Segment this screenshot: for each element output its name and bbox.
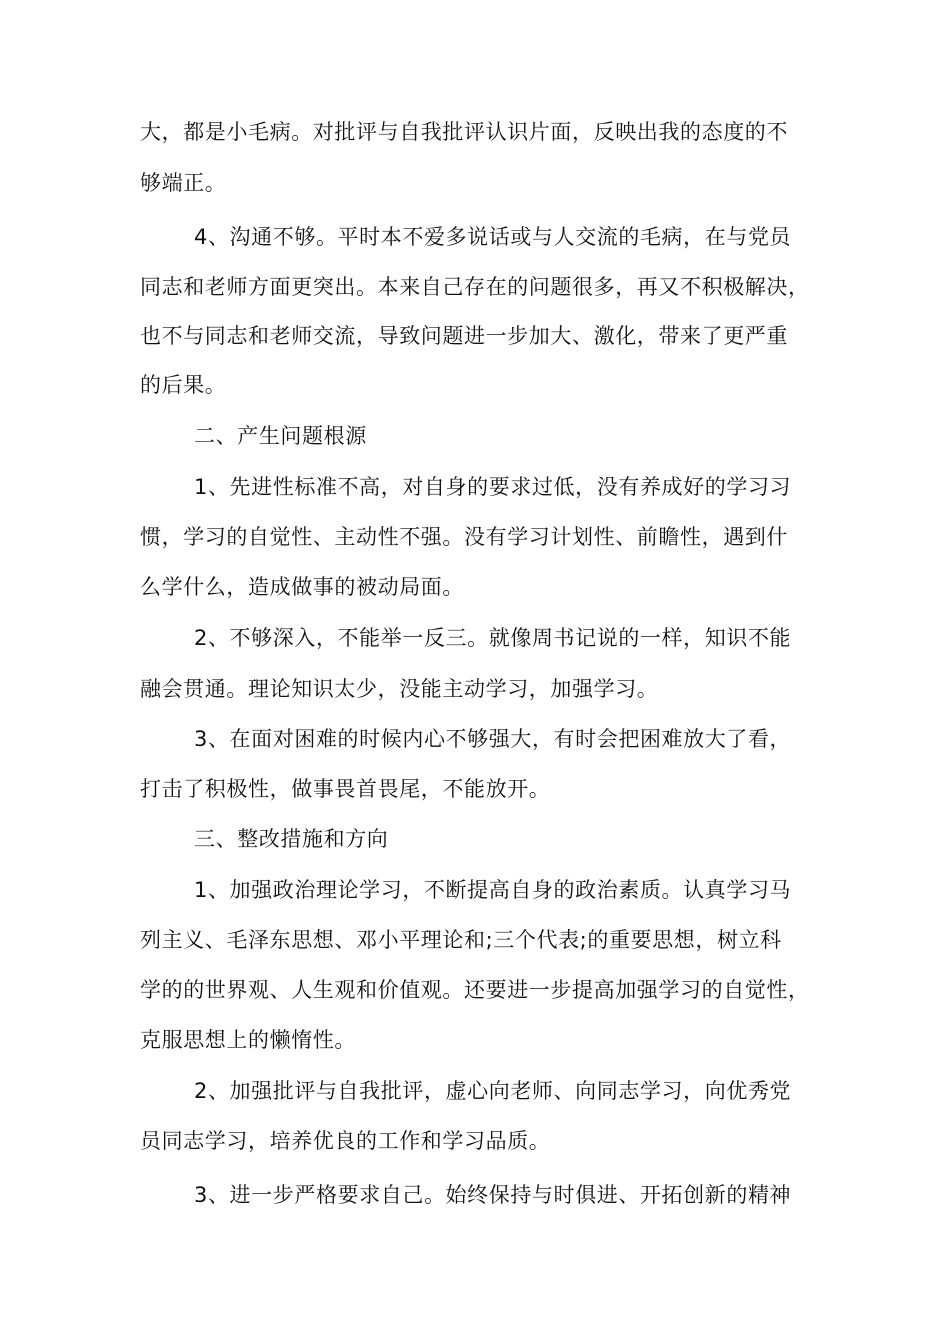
paragraph-start-line: 2、加强批评与自我批评，虚心向老师、向同志学习，向优秀党 [194, 1079, 792, 1103]
text-line: 列主义、毛泽东思想、邓小平理论和;三个代表;的重要思想，树立科 [140, 928, 782, 952]
text-line: 够端正。 [140, 171, 227, 195]
text-line: 融会贯通。理论知识太少，没能主动学习，加强学习。 [140, 677, 659, 701]
section-heading: 三、整改措施和方向 [194, 827, 389, 851]
text-line: 么学什么，造成做事的被动局面。 [140, 575, 464, 599]
text-line: 打击了积极性，做事畏首畏尾，不能放开。 [140, 777, 551, 801]
text-line: 也不与同志和老师交流，导致问题进一步加大、激化，带来了更严重 [140, 324, 788, 348]
paragraph-start-line: 3、在面对困难的时候内心不够强大，有时会把困难放大了看， [194, 727, 792, 751]
text-line: 克服思想上的懒惰性。 [140, 1028, 356, 1052]
paragraph-start-line: 2、不够深入，不能举一反三。就像周书记说的一样，知识不能 [194, 626, 792, 650]
text-line: 惯，学习的自觉性、主动性不强。没有学习计划性、前瞻性，遇到什 [140, 525, 788, 549]
text-line: 学的的世界观、人生观和价值观。还要进一步提高加强学习的自觉性， [140, 978, 810, 1002]
text-line: 大，都是小毛病。对批评与自我批评认识片面，反映出我的态度的不 [140, 120, 788, 144]
paragraph-start-line: 3、进一步严格要求自己。始终保持与时俱进、开拓创新的精神 [194, 1183, 792, 1207]
paragraph-start-line: 1、先进性标准不高，对自身的要求过低，没有养成好的学习习 [194, 475, 792, 499]
text-line: 同志和老师方面更突出。本来自己存在的问题很多，再又不积极解决， [140, 275, 810, 299]
section-heading: 二、产生问题根源 [194, 424, 367, 448]
paragraph-start-line: 4、沟通不够。平时本不爱多说话或与人交流的毛病，在与党员 [194, 225, 792, 249]
text-line: 员同志学习，培养优良的工作和学习品质。 [140, 1129, 551, 1153]
text-line: 的后果。 [140, 373, 227, 397]
paragraph-start-line: 1、加强政治理论学习，不断提高自身的政治素质。认真学习马 [194, 878, 792, 902]
